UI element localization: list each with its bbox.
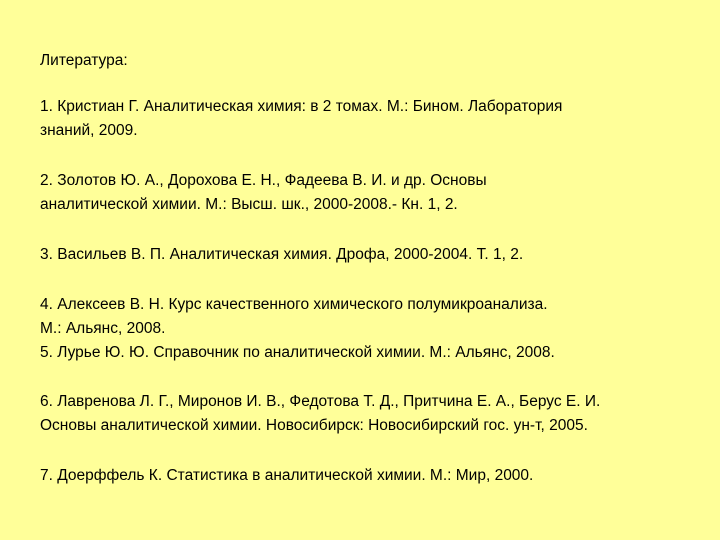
reference-line: 7. Доерффель К. Статистика в аналитической химии. М.: Мир, 2000.: [40, 467, 534, 484]
slide-title: Литература:: [40, 52, 128, 69]
reference-line: знаний, 2009.: [40, 122, 138, 139]
reference-line: М.: Альянс, 2008.: [40, 320, 166, 337]
reference-entry-7: [40, 464, 700, 488]
reference-line: 3. Васильев В. П. Аналитическая химия. Дрофа, 2000-2004. Т. 1, 2.: [40, 246, 524, 263]
reference-entry-6: [40, 390, 700, 438]
reference-line: аналитической химии. М.: Высш. шк., 2000-2008.- Кн. 1, 2.: [40, 196, 458, 213]
reference-line: 4. Алексеев В. Н. Курс качественного химического полумикроанализа.: [40, 296, 548, 313]
reference-line: 5. Лурье Ю. Ю. Справочник по аналитической химии. М.: Альянс, 2008.: [40, 344, 555, 361]
reference-entry-4-5: [40, 293, 700, 365]
reference-line: 2. Золотов Ю. А., Дорохова Е. Н., Фадеева В. И. и др. Основы: [40, 172, 487, 189]
reference-entry-2: [40, 169, 700, 217]
reference-entry-1: [40, 95, 700, 143]
reference-line: 1. Кристиан Г. Аналитическая химия: в 2 томах. М.: Бином. Лаборатория: [40, 98, 563, 115]
reference-line: Основы аналитической химии. Новосибирск: Новосибирский гос. ун-т, 2005.: [40, 417, 588, 434]
reference-entry-3: [40, 243, 700, 267]
reference-line: 6. Лавренова Л. Г., Миронов И. В., Федотова Т. Д., Притчина Е. А., Берус Е. И.: [40, 393, 601, 410]
